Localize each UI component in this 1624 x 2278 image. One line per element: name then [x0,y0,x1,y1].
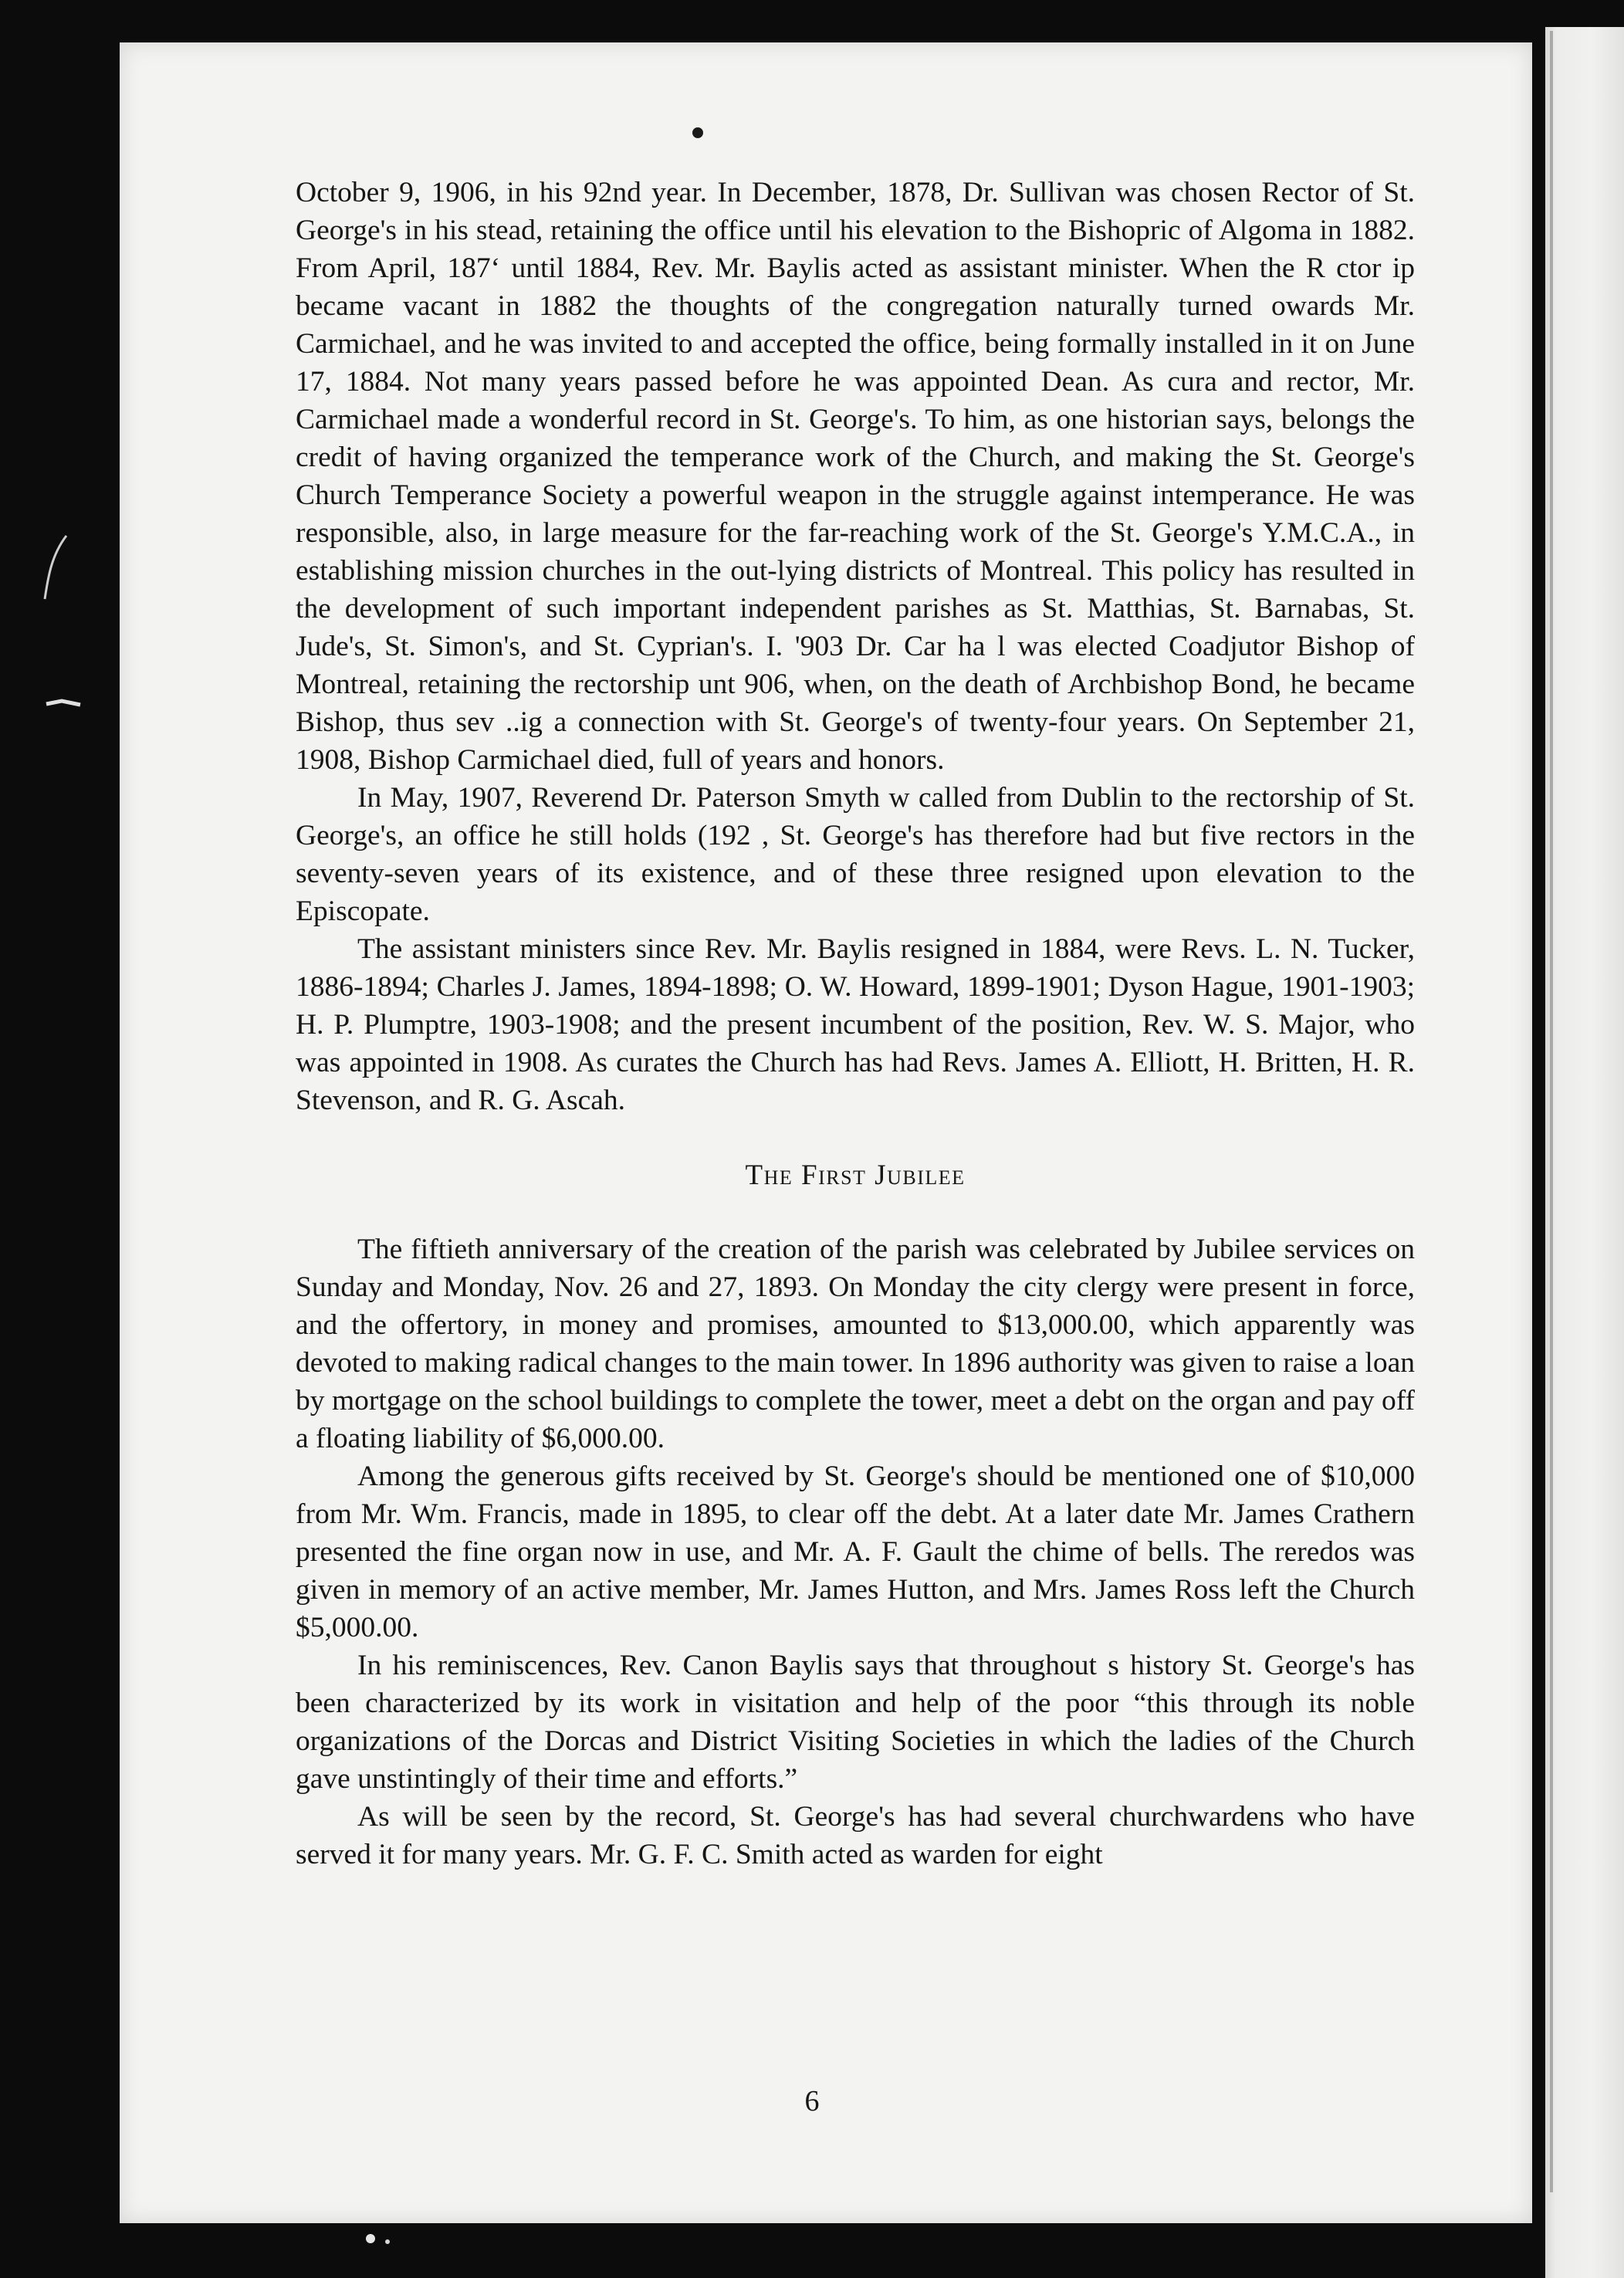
paragraph-p5: Among the generous gifts received by St. George's should be mentioned one of $10,000 from Mr. Wm. Francis, made in 1895, to clear off the debt. At a later date Mr. James Crathern presented the fine organ now in use, and Mr. A. F. Gault the chime of bells. The reredos was given in memory of an active member, Mr. James Hutton, and Mrs. James Ross left the Church $5,000.00. [296,1461,1415,1643]
paragraph-p3: The assistant ministers since Rev. Mr. Baylis resigned in 1884, were Revs. L. N. Tucker, 1886-1894; Charles J. James, 1894-1898; O. W. Howard, 1899-1901; Dyson Hague, 1901-1903; H. P. Plumptre, 1903-1908; and the present incumbent of the position, Rev. W. S. Major, who was appointed in 1908. As curates the Church has had Revs. James A. Elliott, H. Britten, H. R. Stevenson, and R. G. Ascah. [296,933,1415,1116]
paragraph-p6: In his reminiscences, Rev. Canon Baylis says that throughout s history St. George's has been characterized by its work in visitation and help of the poor “this through its noble organizations of the Dorcas and District Visiting Societies in which the ladies of the Church gave unstintingly of their time and efforts.” [296,1650,1415,1795]
margin-mark-dash [45,699,83,709]
body-text-column [296,174,1415,1874]
page-number: 6 [804,2085,820,2117]
adjacent-page-edge [1545,27,1624,2278]
bottom-edge-specks [293,2223,525,2254]
paragraph-p4: The fiftieth anniversary of the creation of the parish was celebrated by Jubilee services on Sunday and Monday, Nov. 26 and 27, 1893. On Monday the city clergy were present in force, and the offertory, in money and promises, amounted to $13,000.00, which apparently was devoted to making radical changes to the main tower. In 1896 authority was given to raise a loan by mortgage on the school buildings to complete the tower, meet a debt on the organ and pay off a floating liability of $6,000.00. [296,1234,1415,1454]
paragraph-p2: In May, 1907, Reverend Dr. Paterson Smyth w called from Dublin to the rectorship of St. George's, an office he still holds (192 , St. George's has therefore had but five rectors in the seventy-seven years of its existence, and of these three resigned upon elevation to the Episcopate. [296,782,1415,927]
top-paragraphs [296,174,1415,1119]
paragraph-p1: October 9, 1906, in his 92nd year. In December, 1878, Dr. Sullivan was chosen Rector of St. George's in his stead, retaining the office until his elevation to the Bishopric of Algoma in 1882. From April, 187‘ until 1884, Rev. Mr. Baylis acted as assistant minister. When the R ctor ip became vacant in 1882 the thoughts of the congregation naturally turned owards Mr. Carmichael, and he was invited to and accepted the office, being formally installed in it on June 17, 1884. Not many years passed before he was appointed Dean. As cura and rector, Mr. Carmichael made a wonderful record in St. George's. To him, as one historian says, belongs the credit of having organized the temperance work of the Church, and making the St. George's Church Temperance Society a powerful weapon in the struggle against intemperance. He was responsible, also, in large measure for the far-reaching work of the St. George's Y.M.C.A., in establishing mission churches in the out-lying districts of Montreal. This policy has resulted in the development of such important independent parishes as St. Matthias, St. Barnabas, St. Jude's, St. Simon's, and St. Cyprian's. I. '903 Dr. Car ha l was elected Coadjutor Bishop of Montreal, retaining the rectorship unt 906, when, on the death of Archbishop Bond, he became Bishop, thus sev ..ig a connection with St. George's of twenty-four years. On September 21, 1908, Bishop Carmichael died, full of years and honors. [296,177,1415,776]
bottom-paragraphs [296,1230,1415,1874]
ink-dot [692,127,703,138]
gutter-shadow [1550,31,1553,2192]
section-heading: The First Jubilee [745,1159,966,1191]
margin-mark-arc [40,533,71,602]
paragraph-p7: As will be seen by the record, St. George's has had several churchwardens who have served it for many years. Mr. G. F. C. Smith acted as warden for eight [296,1801,1415,1870]
